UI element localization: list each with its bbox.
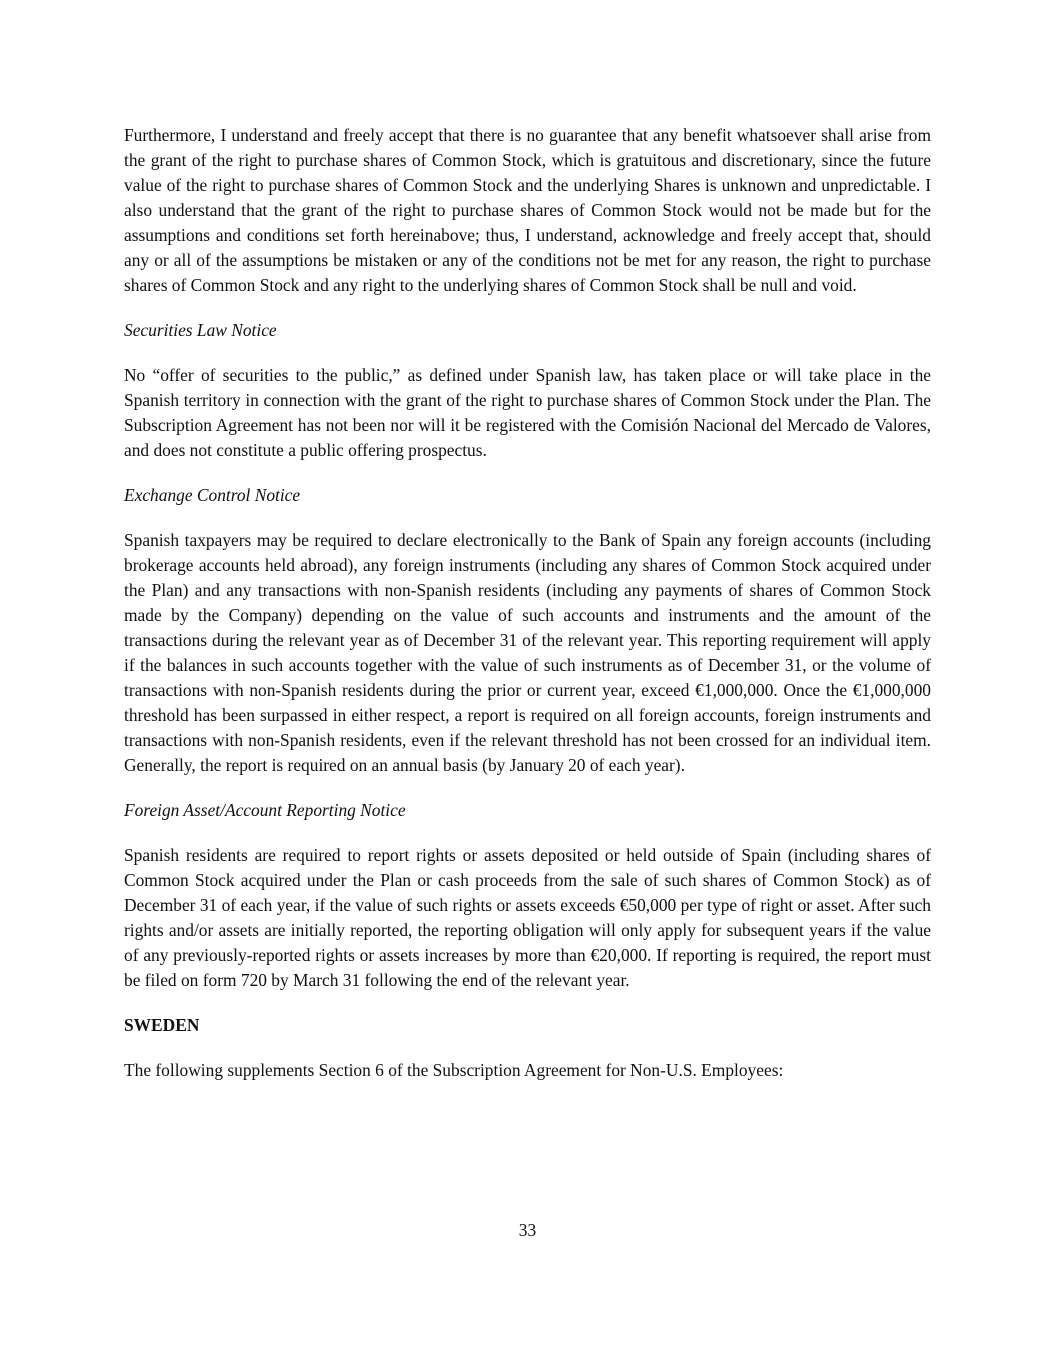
paragraph-securities-law: No “offer of securities to the public,” as defined under Spanish law, has taken place or will take place in the Spanish territory in connection with the grant of the right to purchase shares of Common Stock under the Plan. The Subscription Agreement has not been nor will it be registered with the Comisión Nacional del Mercado de Valores, and does not constitute a public offering prospectus.	[124, 365, 931, 460]
document-body	[124, 123, 931, 1103]
heading-sweden: SWEDEN	[124, 1015, 200, 1035]
heading-securities-law-notice: Securities Law Notice	[124, 320, 277, 340]
paragraph-exchange-control: Spanish taxpayers may be required to declare electronically to the Bank of Spain any foreign accounts (including brokerage accounts held abroad), any foreign instruments (including any shares of Common Stock acquired under the Plan) and any transactions with non-Spanish residents (including any payments of shares of Common Stock made by the Company) depending on the value of such accounts and instruments and the amount of the transactions during the relevant year as of December 31 of the relevant year. This reporting requirement will apply if the balances in such accounts together with the value of such instruments as of December 31, or the volume of transactions with non-Spanish residents during the prior or current year, exceed €1,000,000. Once the €1,000,000 threshold has been surpassed in either respect, a report is required on all foreign accounts, foreign instruments and transactions with non-Spanish residents, even if the relevant threshold has not been crossed for an individual item. Generally, the report is required on an annual basis (by January 20 of each year).	[124, 530, 931, 775]
heading-foreign-asset-reporting-notice: Foreign Asset/Account Reporting Notice	[124, 800, 406, 820]
page-number: 33	[518, 1220, 537, 1240]
paragraph-foreign-asset-reporting: Spanish residents are required to report rights or assets deposited or held outside of Spain (including shares of Common Stock acquired under the Plan or cash proceeds from the sale of such shares of Common Stock) as of December 31 of each year, if the value of such rights or assets exceeds €50,000 per type of right or asset. After such rights and/or assets are initially reported, the reporting obligation will only apply for subsequent years if the value of any previously-reported rights or assets increases by more than €20,000. If reporting is required, the report must be filed on form 720 by March 31 following the end of the relevant year.	[124, 845, 931, 990]
paragraph-benefit-acceptance: Furthermore, I understand and freely accept that there is no guarantee that any benefit whatsoever shall arise from the grant of the right to purchase shares of Common Stock, which is gratuitous and discretionary, since the future value of the right to purchase shares of Common Stock and the underlying Shares is unknown and unpredictable. I also understand that the grant of the right to purchase shares of Common Stock would not be made but for the assumptions and conditions set forth hereinabove; thus, I understand, acknowledge and freely accept that, should any or all of the assumptions be mistaken or any of the conditions not be met for any reason, the right to purchase shares of Common Stock and any right to the underlying shares of Common Stock shall be null and void.	[124, 125, 931, 295]
paragraph-sweden-supplement: The following supplements Section 6 of the Subscription Agreement for Non-U.S. Employees:	[124, 1060, 784, 1080]
heading-exchange-control-notice: Exchange Control Notice	[124, 485, 301, 505]
